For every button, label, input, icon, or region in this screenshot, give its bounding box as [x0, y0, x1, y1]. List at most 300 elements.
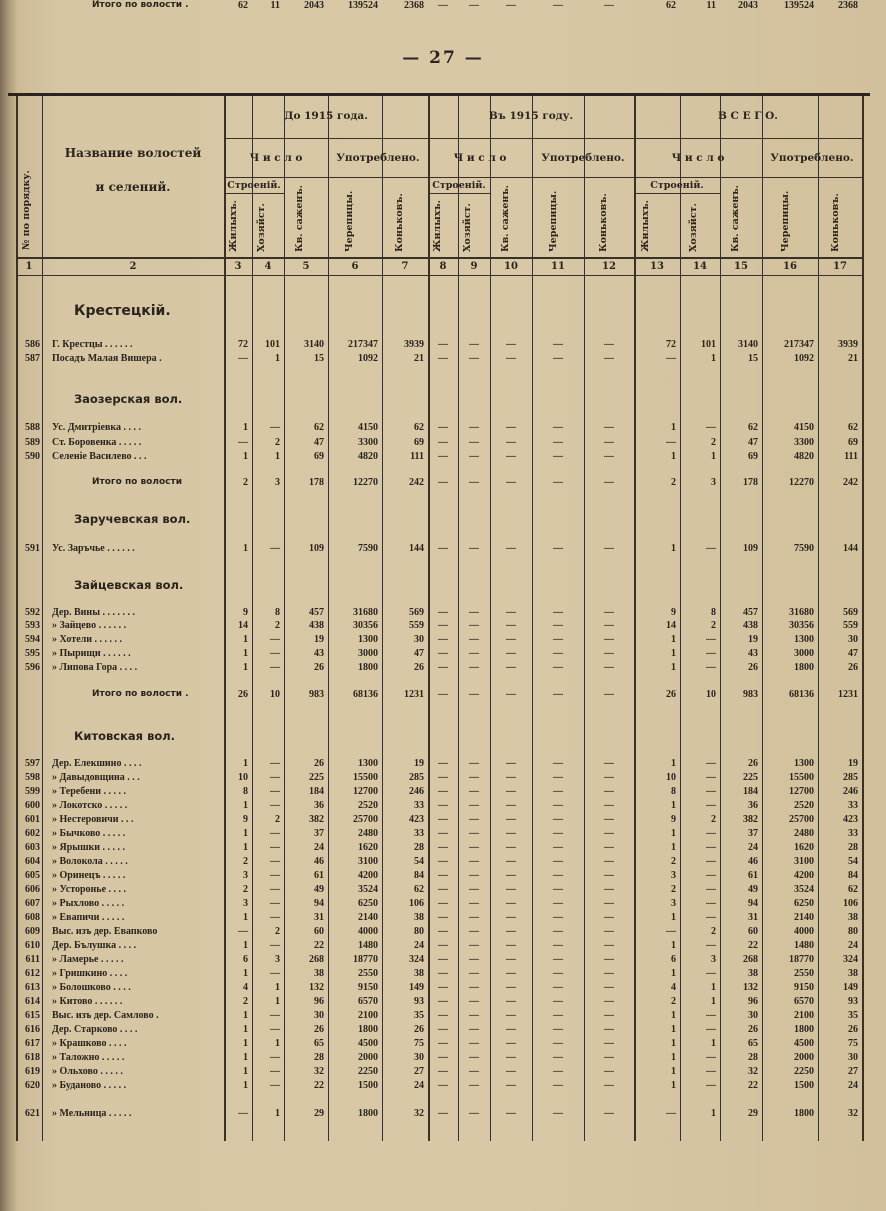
cell-c14: — — [706, 912, 716, 923]
cell-c16: 3100 — [794, 856, 814, 867]
cell-c17: 24 — [848, 1080, 858, 1091]
cell-empty-8: — — [438, 1080, 448, 1091]
cell-c13: 1 — [671, 662, 676, 673]
settlement-name: » Мельница . . . . . — [52, 1108, 132, 1119]
cell-empty-8: — — [438, 926, 448, 937]
cell-c14: — — [706, 1080, 716, 1091]
cell-c15: 62 — [748, 422, 758, 433]
cell-c3: 4 — [243, 982, 248, 993]
cell-c4: — — [270, 543, 280, 554]
cell-c3: 1 — [243, 1052, 248, 1063]
cell-c15: 2043 — [738, 0, 758, 11]
chislo-header-3: Ч и с л о — [671, 152, 725, 164]
cell-c4: 1 — [275, 353, 280, 364]
cell-c13: 6 — [671, 954, 676, 965]
cell-c7: 423 — [409, 814, 424, 825]
cell-empty-8: — — [438, 0, 448, 11]
cell-empty-9: — — [469, 1038, 479, 1049]
cell-c7: 38 — [414, 912, 424, 923]
cell-c6: 3100 — [358, 856, 378, 867]
cell-empty-11: — — [553, 842, 563, 853]
table-row — [0, 607, 886, 619]
table-row — [0, 422, 886, 434]
cell-c13: 2 — [671, 884, 676, 895]
cell-empty-10: — — [506, 772, 516, 783]
cell-c15: 457 — [743, 607, 758, 618]
row-number: 620 — [25, 1080, 40, 1091]
settlement-name: Г. Крестцы . . . . . . — [52, 339, 133, 350]
cell-c16: 4820 — [794, 451, 814, 462]
cell-empty-11: — — [553, 870, 563, 881]
cell-empty-8: — — [438, 800, 448, 811]
cell-c6: 4820 — [358, 451, 378, 462]
cell-c14: — — [706, 884, 716, 895]
cell-empty-9: — — [469, 898, 479, 909]
cell-empty-12: — — [604, 968, 614, 979]
settlement-name: » Теребени . . . . . — [52, 786, 127, 797]
cell-empty-10: — — [506, 828, 516, 839]
cell-empty-12: — — [604, 1024, 614, 1035]
settlement-name: » Нестеровичи . . . — [52, 814, 134, 825]
cell-c6: 1800 — [358, 662, 378, 673]
cell-c4: — — [270, 828, 280, 839]
cell-c16: 4200 — [794, 870, 814, 881]
table-row — [0, 898, 886, 910]
cell-c3: 1 — [243, 758, 248, 769]
settlement-name: » Бычково . . . . . — [52, 828, 126, 839]
cell-empty-12: — — [604, 648, 614, 659]
cell-c17: 1231 — [838, 689, 858, 700]
cell-c3: 14 — [238, 620, 248, 631]
cell-c15: 132 — [743, 982, 758, 993]
cell-c17: 32 — [848, 1108, 858, 1119]
cell-c7: 84 — [414, 870, 424, 881]
cell-c3: 1 — [243, 842, 248, 853]
cell-empty-10: — — [506, 477, 516, 488]
cell-c6: 2250 — [358, 1066, 378, 1077]
subcol-label-8: Кв. саженъ. — [500, 185, 511, 252]
cell-empty-11: — — [553, 954, 563, 965]
cell-c7: 27 — [414, 1066, 424, 1077]
cell-c15: 382 — [743, 814, 758, 825]
row-number: 616 — [25, 1024, 40, 1035]
subcol-label-13: Кв. саженъ. — [730, 185, 741, 252]
cell-c6: 139524 — [348, 0, 378, 11]
cell-c5: 46 — [314, 856, 324, 867]
subcol-label-14: Черепицы. — [780, 190, 791, 252]
col-number-4: 4 — [264, 261, 272, 272]
settlement-name: Итого по волости . — [92, 689, 189, 699]
cell-c14: 2 — [711, 926, 716, 937]
cell-c5: 38 — [314, 968, 324, 979]
cell-empty-8: — — [438, 884, 448, 895]
row-number: 586 — [25, 339, 40, 350]
cell-c17: 84 — [848, 870, 858, 881]
settlement-name: » Буданово . . . . . — [52, 1080, 127, 1091]
table-row — [0, 814, 886, 826]
cell-c16: 2250 — [794, 1066, 814, 1077]
subcol-label-3: Кв. саженъ. — [294, 185, 305, 252]
cell-c13: 1 — [671, 422, 676, 433]
row-number: 617 — [25, 1038, 40, 1049]
cell-c16: 3000 — [794, 648, 814, 659]
cell-c14: 1 — [711, 1108, 716, 1119]
cell-c7: 33 — [414, 800, 424, 811]
cell-c4: — — [270, 1080, 280, 1091]
cell-empty-9: — — [469, 786, 479, 797]
settlement-name: Итого по волости . — [92, 0, 189, 10]
table-row — [0, 982, 886, 994]
subcol-label-12: Хозяйст. — [688, 203, 699, 252]
cell-c7: 35 — [414, 1010, 424, 1021]
cell-c17: 19 — [848, 758, 858, 769]
cell-empty-8: — — [438, 1108, 448, 1119]
cell-c5: 49 — [314, 884, 324, 895]
subcol-label-6: Жилыхъ. — [432, 200, 443, 252]
cell-c14: — — [706, 940, 716, 951]
cell-c6: 2550 — [358, 968, 378, 979]
cell-c7: 19 — [414, 758, 424, 769]
cell-empty-11: — — [553, 1038, 563, 1049]
cell-c14: 1 — [711, 982, 716, 993]
group-header-3: В С Е Г О. — [718, 110, 778, 122]
cell-empty-12: — — [604, 1052, 614, 1063]
cell-c7: 285 — [409, 772, 424, 783]
cell-c13: 1 — [671, 648, 676, 659]
cell-c15: 31 — [748, 912, 758, 923]
cell-c15: 69 — [748, 451, 758, 462]
row-number: 591 — [25, 543, 40, 554]
cell-empty-8: — — [438, 1024, 448, 1035]
cell-c6: 2140 — [358, 912, 378, 923]
cell-c7: 24 — [414, 940, 424, 951]
row-number: 606 — [25, 884, 40, 895]
cell-c13: 1 — [671, 842, 676, 853]
cell-empty-11: — — [553, 634, 563, 645]
cell-empty-12: — — [604, 634, 614, 645]
cell-c15: 24 — [748, 842, 758, 853]
cell-empty-12: — — [604, 842, 614, 853]
cell-c6: 2520 — [358, 800, 378, 811]
cell-empty-12: — — [604, 477, 614, 488]
cell-empty-12: — — [604, 353, 614, 364]
cell-c17: 144 — [843, 543, 858, 554]
cell-c13: 10 — [666, 772, 676, 783]
header-bottom-rule — [16, 257, 862, 259]
col-number-15: 15 — [734, 261, 748, 272]
cell-empty-8: — — [438, 662, 448, 673]
table-row — [0, 870, 886, 882]
subcol-label-7: Хозяйст. — [462, 203, 473, 252]
cell-c15: 225 — [743, 772, 758, 783]
cell-empty-11: — — [553, 856, 563, 867]
cell-c15: 26 — [748, 662, 758, 673]
upotrebleno-header-3: Употреблено. — [770, 152, 854, 164]
cell-c7: 2368 — [404, 0, 424, 11]
cell-c4: — — [270, 1010, 280, 1021]
cell-c6: 1480 — [358, 940, 378, 951]
cell-c14: — — [706, 1066, 716, 1077]
cell-c5: 62 — [314, 422, 324, 433]
settlement-name: Дер. Бълушка . . . . — [52, 940, 137, 951]
cell-c13: 1 — [671, 543, 676, 554]
cell-empty-9: — — [469, 353, 479, 364]
cell-c6: 2480 — [358, 828, 378, 839]
row-number: 602 — [25, 828, 40, 839]
cell-c15: 22 — [748, 940, 758, 951]
cell-empty-12: — — [604, 996, 614, 1007]
cell-c16: 12700 — [789, 786, 814, 797]
cell-c17: 2368 — [838, 0, 858, 11]
table-row — [0, 758, 886, 770]
cell-c4: 2 — [275, 926, 280, 937]
cell-empty-12: — — [604, 870, 614, 881]
cell-c3: — — [238, 353, 248, 364]
cell-empty-11: — — [553, 607, 563, 618]
cell-c6: 217347 — [348, 339, 378, 350]
cell-empty-11: — — [553, 940, 563, 951]
cell-c7: 26 — [414, 662, 424, 673]
settlement-name: Дер. Вины . . . . . . . — [52, 607, 136, 618]
cell-c6: 4500 — [358, 1038, 378, 1049]
chislo-header-2: Ч и с л о — [453, 152, 507, 164]
cell-c14: — — [706, 662, 716, 673]
upotrebleno-header-1: Употреблено. — [336, 152, 420, 164]
cell-c4: 1 — [275, 1108, 280, 1119]
cell-c14: — — [706, 828, 716, 839]
cell-c7: 246 — [409, 786, 424, 797]
cell-c15: 29 — [748, 1108, 758, 1119]
cell-empty-10: — — [506, 758, 516, 769]
cell-empty-8: — — [438, 543, 448, 554]
row-number: 603 — [25, 842, 40, 853]
cell-empty-10: — — [506, 648, 516, 659]
cell-c17: 62 — [848, 422, 858, 433]
cell-c16: 6250 — [794, 898, 814, 909]
cell-c5: 43 — [314, 648, 324, 659]
cell-empty-12: — — [604, 814, 614, 825]
chislo-header-1: Ч и с л о — [249, 152, 303, 164]
cell-c5: 382 — [309, 814, 324, 825]
cell-c7: 33 — [414, 828, 424, 839]
cell-empty-10: — — [506, 1066, 516, 1077]
cell-c7: 111 — [410, 451, 424, 462]
cell-empty-9: — — [469, 912, 479, 923]
cell-empty-10: — — [506, 353, 516, 364]
col-number-7: 7 — [401, 261, 409, 272]
cell-c4: — — [270, 800, 280, 811]
cell-c17: 423 — [843, 814, 858, 825]
row-number: 590 — [25, 451, 40, 462]
table-row — [0, 477, 886, 489]
cell-empty-12: — — [604, 543, 614, 554]
cell-c15: 15 — [748, 353, 758, 364]
row-number: 611 — [25, 954, 40, 965]
cell-c17: 3939 — [838, 339, 858, 350]
cell-c4: — — [270, 940, 280, 951]
col-number-11: 11 — [551, 261, 565, 272]
cell-c6: 18770 — [353, 954, 378, 965]
cell-c3: 1 — [243, 1066, 248, 1077]
cell-empty-8: — — [438, 689, 448, 700]
cell-empty-12: — — [604, 786, 614, 797]
cell-empty-9: — — [469, 842, 479, 853]
cell-c13: 62 — [666, 0, 676, 11]
cell-c6: 1800 — [358, 1024, 378, 1035]
cell-empty-12: — — [604, 1038, 614, 1049]
cell-c7: 38 — [414, 968, 424, 979]
cell-c5: 132 — [309, 982, 324, 993]
cell-c4: 11 — [270, 0, 280, 11]
table-row — [0, 648, 886, 660]
section-title-1: Крестецкій. — [74, 303, 171, 319]
cell-c17: 93 — [848, 996, 858, 1007]
cell-empty-10: — — [506, 620, 516, 631]
cell-c6: 1500 — [358, 1080, 378, 1091]
cell-c15: 60 — [748, 926, 758, 937]
cell-empty-9: — — [469, 1010, 479, 1021]
stroeniy-divider-2 — [428, 193, 490, 194]
cell-empty-9: — — [469, 968, 479, 979]
cell-empty-11: — — [553, 968, 563, 979]
cell-c17: 24 — [848, 940, 858, 951]
settlement-name: » Давыдовщина . . . — [52, 772, 140, 783]
cell-c15: 38 — [748, 968, 758, 979]
cell-empty-9: — — [469, 0, 479, 11]
cell-c3: 2 — [243, 996, 248, 1007]
cell-empty-12: — — [604, 339, 614, 350]
cell-c3: 1 — [243, 800, 248, 811]
table-row — [0, 996, 886, 1008]
cell-empty-10: — — [506, 926, 516, 937]
cell-c15: 37 — [748, 828, 758, 839]
cell-c5: 61 — [314, 870, 324, 881]
cell-c6: 3300 — [358, 437, 378, 448]
cell-c14: — — [706, 856, 716, 867]
cell-c15: 438 — [743, 620, 758, 631]
cell-empty-11: — — [553, 884, 563, 895]
cell-c15: 46 — [748, 856, 758, 867]
table-row — [0, 884, 886, 896]
cell-c3: 8 — [243, 786, 248, 797]
cell-c5: 26 — [314, 1024, 324, 1035]
group-header-1: До 1915 года. — [284, 110, 368, 122]
cell-c17: 62 — [848, 884, 858, 895]
table-row — [0, 842, 886, 854]
cell-empty-10: — — [506, 1024, 516, 1035]
cell-c17: 75 — [848, 1038, 858, 1049]
cell-empty-10: — — [506, 842, 516, 853]
cell-empty-9: — — [469, 982, 479, 993]
cell-empty-10: — — [506, 884, 516, 895]
cell-c17: 559 — [843, 620, 858, 631]
cell-empty-9: — — [469, 856, 479, 867]
cell-c14: 101 — [701, 339, 716, 350]
cell-empty-12: — — [604, 451, 614, 462]
cell-c13: 1 — [671, 1066, 676, 1077]
cell-c5: 457 — [309, 607, 324, 618]
cell-c4: 2 — [275, 620, 280, 631]
cell-c7: 30 — [414, 634, 424, 645]
cell-c7: 26 — [414, 1024, 424, 1035]
cell-c13: 1 — [671, 1024, 676, 1035]
cell-c3: 6 — [243, 954, 248, 965]
cell-empty-10: — — [506, 800, 516, 811]
cell-c3: 3 — [243, 870, 248, 881]
cell-c15: 65 — [748, 1038, 758, 1049]
cell-c16: 2550 — [794, 968, 814, 979]
settlement-name: Выс. изъ дер. Евапково — [52, 926, 158, 937]
cell-empty-10: — — [506, 437, 516, 448]
cell-c14: 3 — [711, 477, 716, 488]
cell-empty-8: — — [438, 870, 448, 881]
cell-c16: 139524 — [784, 0, 814, 11]
cell-c7: 106 — [409, 898, 424, 909]
cell-empty-12: — — [604, 1108, 614, 1119]
cell-c13: 2 — [671, 477, 676, 488]
cell-c6: 1620 — [358, 842, 378, 853]
cell-c3: 2 — [243, 856, 248, 867]
cell-c13: 1 — [671, 1010, 676, 1021]
cell-c5: 26 — [314, 662, 324, 673]
cell-empty-9: — — [469, 800, 479, 811]
cell-empty-8: — — [438, 842, 448, 853]
cell-c7: 54 — [414, 856, 424, 867]
cell-c14: 1 — [711, 1038, 716, 1049]
cell-empty-12: — — [604, 1010, 614, 1021]
cell-empty-12: — — [604, 828, 614, 839]
cell-c5: 65 — [314, 1038, 324, 1049]
cell-c6: 12700 — [353, 786, 378, 797]
cell-empty-10: — — [506, 982, 516, 993]
cell-c3: 1 — [243, 662, 248, 673]
cell-empty-12: — — [604, 1080, 614, 1091]
cell-c7: 324 — [409, 954, 424, 965]
section-title-4: Зайцевская вол. — [74, 578, 184, 592]
cell-c4: — — [270, 648, 280, 659]
cell-c13: 3 — [671, 898, 676, 909]
cell-c4: — — [270, 634, 280, 645]
cell-c6: 3000 — [358, 648, 378, 659]
cell-c3: 9 — [243, 607, 248, 618]
cell-c7: 21 — [414, 353, 424, 364]
cell-c17: 30 — [848, 1052, 858, 1063]
cell-c6: 6250 — [358, 898, 378, 909]
cell-empty-10: — — [506, 940, 516, 951]
cell-c14: 2 — [711, 437, 716, 448]
cell-empty-8: — — [438, 437, 448, 448]
row-number: 592 — [25, 607, 40, 618]
cell-c15: 32 — [748, 1066, 758, 1077]
cell-c13: 2 — [671, 996, 676, 1007]
cell-empty-11: — — [553, 477, 563, 488]
table-row — [0, 1052, 886, 1064]
cell-c7: 47 — [414, 648, 424, 659]
cell-c6: 1092 — [358, 353, 378, 364]
cell-c16: 2100 — [794, 1010, 814, 1021]
cell-empty-12: — — [604, 772, 614, 783]
cell-empty-11: — — [553, 814, 563, 825]
cell-c17: 569 — [843, 607, 858, 618]
cell-c15: 268 — [743, 954, 758, 965]
cell-c4: — — [270, 898, 280, 909]
cell-c15: 983 — [743, 689, 758, 700]
cell-empty-10: — — [506, 0, 516, 11]
cell-c5: 983 — [309, 689, 324, 700]
table-row — [0, 620, 886, 632]
section-title-2: Заозерская вол. — [74, 392, 183, 406]
cell-c16: 1500 — [794, 1080, 814, 1091]
